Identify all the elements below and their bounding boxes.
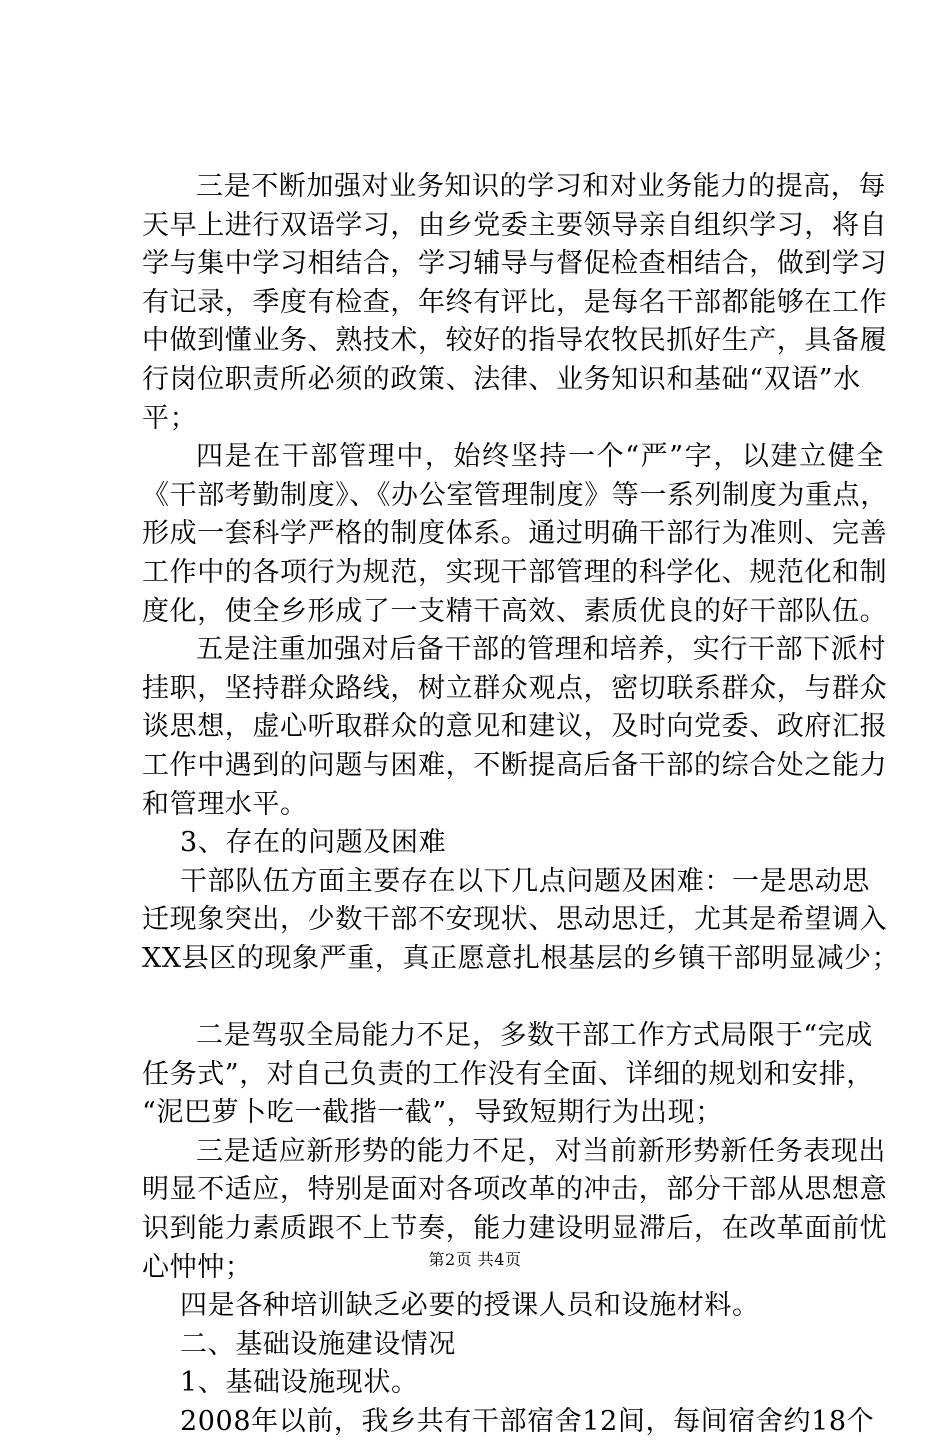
paragraph-line: 和管理水平。: [142, 788, 308, 820]
paragraph-line: 四是在干部管理中，始终坚持一个“严”字，以建立健全: [196, 441, 884, 473]
paragraph-line: 谈思想，虚心听取群众的意见和建议，及时向党委、政府汇报: [142, 711, 888, 743]
paragraph-line: 三是不断加强对业务知识的学习和对业务能力的提高，每: [196, 171, 886, 202]
paragraph-line: 二是驾驭全局能力不足，多数干部工作方式局限于“完成: [196, 1020, 873, 1052]
page-footer: 第2页 共4页: [428, 1250, 522, 1269]
paragraph-line: 《干部考勤制度》、《办公室管理制度》等一系列制度为重点，: [142, 479, 888, 511]
paragraph-line: XX县区的现象严重，真正愿意扎根基层的乡镇干部明显减少；: [142, 942, 900, 974]
paragraph-line: 挂职，坚持群众路线，树立群众观点，密切联系群众，与群众: [142, 672, 888, 704]
paragraph-line: 2008年以前，我乡共有干部宿舍12间，每间宿舍约18个: [180, 1406, 875, 1437]
paragraph-line: 任务式”，对自己负责的工作没有全面、详细的规划和安排，: [142, 1058, 875, 1090]
paragraph-line: 度化，使全乡形成了一支精干高效、素质优良的好干部队伍。: [142, 595, 888, 627]
paragraph-line: 三是适应新形势的能力不足，对当前新形势新任务表现出: [196, 1135, 886, 1167]
paragraph-line: 迁现象突出，少数干部不安现状、思动思迁，尤其是希望调入: [142, 904, 888, 936]
blank-line: [142, 978, 842, 1017]
paragraph-line: 识到能力素质跟不上节奏，能力建设明显滞后，在改革面前忧: [142, 1213, 888, 1245]
paragraph-line: 有记录，季度有检查，年终有评比，是每名干部都能够在工作: [142, 286, 888, 318]
paragraph-line: 明显不适应，特别是面对各项改革的冲击，部分干部从思想意: [142, 1174, 888, 1206]
paragraph-line: 行岗位职责所必须的政策、法律、业务知识和基础“双语”水: [142, 363, 861, 395]
paragraph-line: 心忡忡；: [142, 1251, 253, 1283]
paragraph-line: 四是各种培训缺乏必要的授课人员和设施材料。: [180, 1290, 760, 1322]
subsection-heading: 1、基础设施现状。: [180, 1367, 419, 1399]
paragraph-line: 干部队伍方面主要存在以下几点问题及困难：一是思动思: [180, 865, 870, 897]
paragraph-line: “泥巴萝卜吃一截揩一截”，导致短期行为出现；: [142, 1097, 723, 1129]
paragraph-line: 五是注重加强对后备干部的管理和培养，实行干部下派村: [196, 634, 886, 666]
paragraph-line: 学与集中学习相结合，学习辅导与督促检查相结合，做到学习: [142, 248, 888, 280]
paragraph-line: 中做到懂业务、熟技术，较好的指导农牧民抓好生产，具备履: [142, 325, 888, 357]
section-heading: 二、基础设施建设情况: [180, 1328, 456, 1360]
paragraph-line: 工作中遇到的问题与困难，不断提高后备干部的综合处之能力: [142, 749, 888, 781]
paragraph-line: 平；: [142, 402, 198, 434]
section-heading: 3、存在的问题及困难: [180, 827, 447, 859]
paragraph-line: 天早上进行双语学习，由乡党委主要领导亲自组织学习，将自: [142, 209, 888, 241]
paragraph-line: 工作中的各项行为规范，实现干部管理的科学化、规范化和制: [142, 556, 888, 588]
paragraph-line: 形成一套科学严格的制度体系。通过明确干部行为准则、完善: [142, 518, 888, 550]
